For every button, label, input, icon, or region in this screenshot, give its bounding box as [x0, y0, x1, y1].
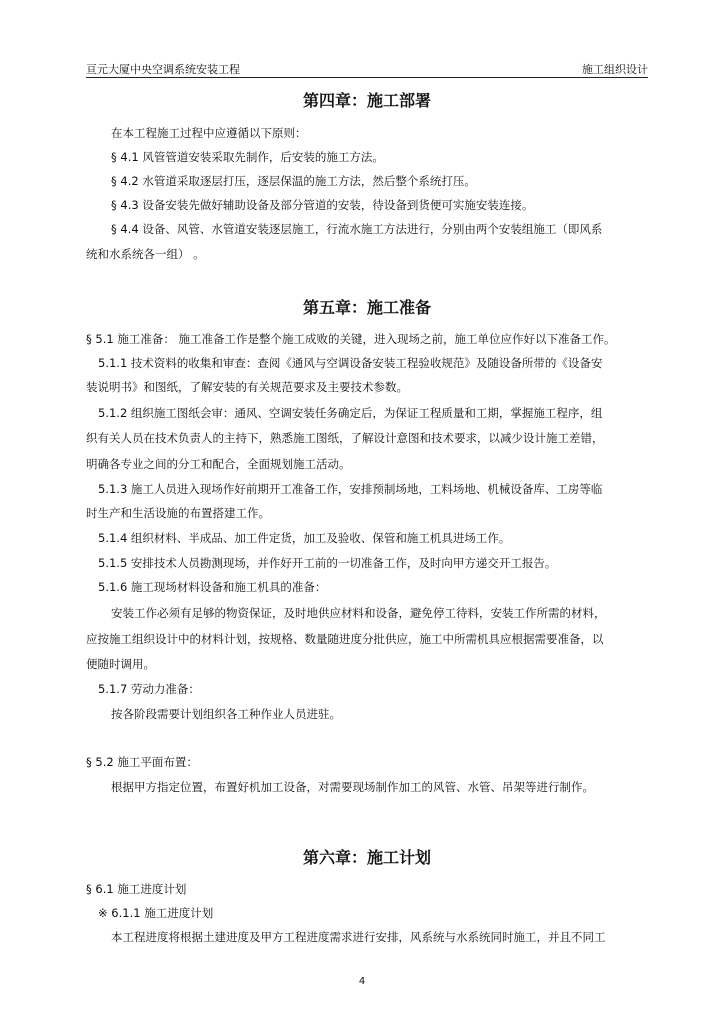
section-6-1-1-para: 本工程进度将根据土建进度及甲方工程进度需求进行安排，风系统与水系统同时施工，并且不同工 — [111, 930, 606, 944]
header-doc-type: 施工组织设计 — [582, 63, 648, 76]
section-5-1-6-para-line1: 安装工作必须有足够的物资保证，及时地供应材料和设备，避免停工待料，安装工作所需的材料， — [111, 606, 606, 620]
chapter6-title: 第六章：施工计划 — [302, 848, 431, 867]
section-6-1: § 6.1 施工进度计划 — [86, 882, 187, 896]
section-5-1-6-para-line3: 便随时调用。 — [86, 657, 155, 671]
section-5-1-7-para: 按各阶段需要计划组织各工种作业人员进驻。 — [111, 707, 341, 721]
section-5-2: § 5.2 施工平面布置： — [86, 755, 198, 769]
header-project-name: 亘元大厦中央空调系统安装工程 — [86, 63, 240, 76]
section-4-3: § 4.3 设备安装先做好辅助设备及部分管道的安装，待设备到货便可实施安装连接。 — [111, 198, 534, 212]
section-5-1-3-line1: 5.1.3 施工人员进入现场作好前期开工准备工作，安排预制场地，工料场地、机械设备库、工房等临 — [98, 482, 603, 496]
section-5-1-2-line2: 织有关人员在技术负责人的主持下，熟悉施工图纸，了解设计意图和技术要求，以减少设计施工差错， — [86, 431, 604, 445]
chapter5-title: 第五章：施工准备 — [302, 298, 431, 317]
section-5-1-6: 5.1.6 施工现场材料设备和施工机具的准备： — [98, 580, 327, 594]
section-5-1-6-para-line2: 应按施工组织设计中的材料计划，按规格、数量随进度分批供应，施工中所需机具应根据需要准备，以 — [86, 632, 604, 646]
section-5-1-2-line3: 明确各专业之间的分工和配合，全面规划施工活动。 — [86, 457, 351, 471]
section-4-4-line2: 统和水系统各一组） 。 — [86, 247, 205, 261]
section-5-1-5: 5.1.5 安排技术人员勘测现场，并作好开工前的一切准备工作，及时向甲方递交开工报告。 — [98, 556, 557, 570]
section-4-1: § 4.1 风管管道安装采取先制作，后安装的施工方法。 — [111, 150, 384, 164]
section-5-1: § 5.1 施工准备： 施工准备工作是整个施工成败的关键，进入现场之前，施工单位应作好以下准备工作。 — [86, 332, 616, 346]
section-5-1-3-line2: 时生产和生活设施的布置搭建工作。 — [86, 506, 270, 520]
section-5-1-2-line1: 5.1.2 组织施工图纸会审：通风、空调安装任务确定后，为保证工程质量和工期，掌握施工程序，组 — [98, 406, 603, 420]
section-6-1-1: ※ 6.1.1 施工进度计划 — [98, 906, 214, 920]
chapter4-intro: 在本工程施工过程中应遵循以下原则： — [111, 126, 307, 140]
section-5-1-1-line1: 5.1.1 技术资料的收集和审查：查阅《通风与空调设备安装工程验收规范》及随设备所带的《设备安 — [98, 356, 603, 370]
section-5-1-1-line2: 装说明书》和图纸，了解安装的有关规范要求及主要技术参数。 — [86, 380, 408, 394]
section-4-2: § 4.2 水管道采取逐层打压，逐层保温的施工方法，然后整个系统打压。 — [111, 174, 476, 188]
section-5-2-para: 根据甲方指定位置，布置好机加工设备，对需要现场制作加工的风管、水管、吊架等进行制作。 — [111, 780, 594, 794]
page-number: 4 — [358, 976, 366, 987]
section-4-4-line1: § 4.4 设备、风管、水管道安装逐层施工，行流水施工方法进行，分别由两个安装组施工（即风系 — [111, 222, 603, 236]
section-5-1-4: 5.1.4 组织材料、半成品、加工件定货，加工及验收、保管和施工机具进场工作。 — [98, 531, 511, 545]
chapter4-title: 第四章：施工部署 — [302, 91, 431, 110]
header-rule — [86, 77, 648, 78]
section-5-1-7: 5.1.7 劳动力准备： — [98, 682, 200, 696]
